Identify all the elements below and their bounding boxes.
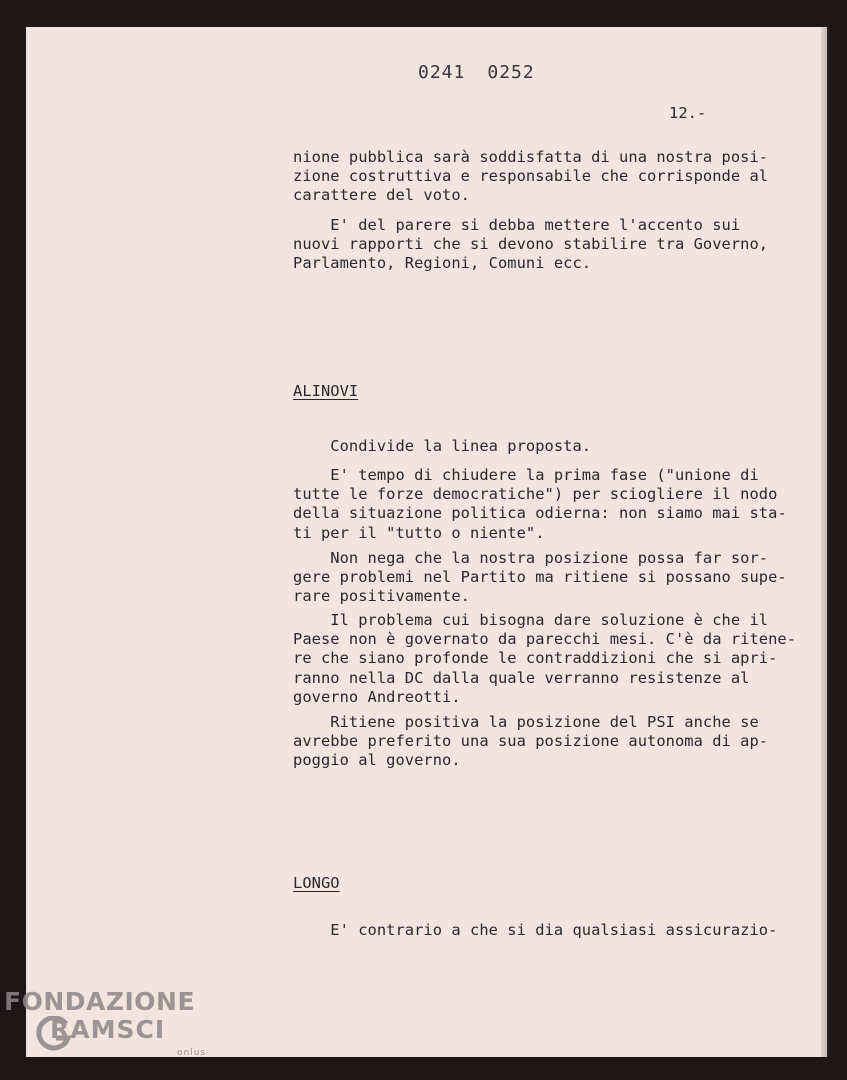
page-number: 12.-: [669, 104, 707, 122]
alinovi-paragraph-4: [293, 611, 797, 707]
text-line: ranno nella DC dalla quale verranno resistenze al: [293, 668, 750, 687]
text-line: rare positivamente.: [293, 587, 471, 606]
stamp-number-first: 0241: [418, 62, 466, 83]
stamp-number-second: 0252: [487, 62, 535, 83]
text-line: E' tempo di chiudere la prima fase ("unione di: [293, 466, 759, 484]
watermark-onlus: onlus: [177, 1048, 207, 1058]
text-line: nione pubblica sarà soddisfatta di una nostra posi-: [293, 148, 769, 166]
text-line: carattere del voto.: [293, 186, 471, 205]
watermark-g-logo-icon: [34, 1016, 76, 1052]
speaker-heading-longo: LONGO: [293, 874, 340, 892]
alinovi-paragraph-3: [293, 549, 793, 607]
watermark-line-gramsci: RAMSCI: [50, 1015, 166, 1044]
fondazione-gramsci-watermark: [4, 987, 207, 1058]
document-page: [26, 27, 821, 1057]
text-line: tutte le forze democratiche") per sciogliere il nodo: [293, 485, 778, 504]
alinovi-paragraph-2: [293, 466, 793, 543]
speaker-heading-alinovi: ALINOVI: [293, 382, 359, 400]
longo-paragraph: [293, 921, 793, 940]
archive-stamp-numbers: [418, 62, 557, 83]
watermark-line-fondazione: FONDAZIONE: [4, 987, 196, 1016]
text-line: Non nega che la nostra posizione possa far sor-: [293, 549, 769, 567]
paragraph-continuation: [293, 148, 793, 206]
text-line: Parlamento, Regioni, Comuni ecc.: [293, 254, 592, 273]
text-line: avrebbe preferito una sua posizione autonoma di ap-: [293, 732, 769, 751]
text-line: E' del parere si debba mettere l'accento sui: [293, 216, 741, 234]
text-line: nuovi rapporti che si devono stabilire tra Governo,: [293, 235, 769, 254]
text-line: E' contrario a che si dia qualsiasi assicurazio-: [293, 921, 778, 939]
text-line: zione costruttiva e responsabile che corrisponde al: [293, 167, 769, 186]
stacked-page-edge: [821, 27, 827, 1057]
text-line: Paese non è governato da parecchi mesi. C'è da ritene-: [293, 630, 797, 649]
text-line: ti per il "tutto o niente".: [293, 523, 545, 542]
alinovi-paragraph-5: [293, 713, 793, 771]
alinovi-paragraph-1: [293, 437, 793, 456]
text-line: Condivide la linea proposta.: [293, 437, 592, 455]
text-line: gere problemi nel Partito ma ritiene si possano supe-: [293, 568, 787, 587]
text-line: poggio al governo.: [293, 751, 461, 770]
text-line: Il problema cui bisogna dare soluzione è che il: [293, 611, 769, 629]
text-line: Ritiene positiva la posizione del PSI anche se: [293, 713, 759, 731]
text-line: governo Andreotti.: [293, 687, 461, 706]
text-line: della situazione politica odierna: non siamo mai sta-: [293, 504, 787, 523]
text-line: re che siano profonde le contraddizioni che si apri-: [293, 649, 778, 668]
paragraph-accento: [293, 216, 793, 274]
